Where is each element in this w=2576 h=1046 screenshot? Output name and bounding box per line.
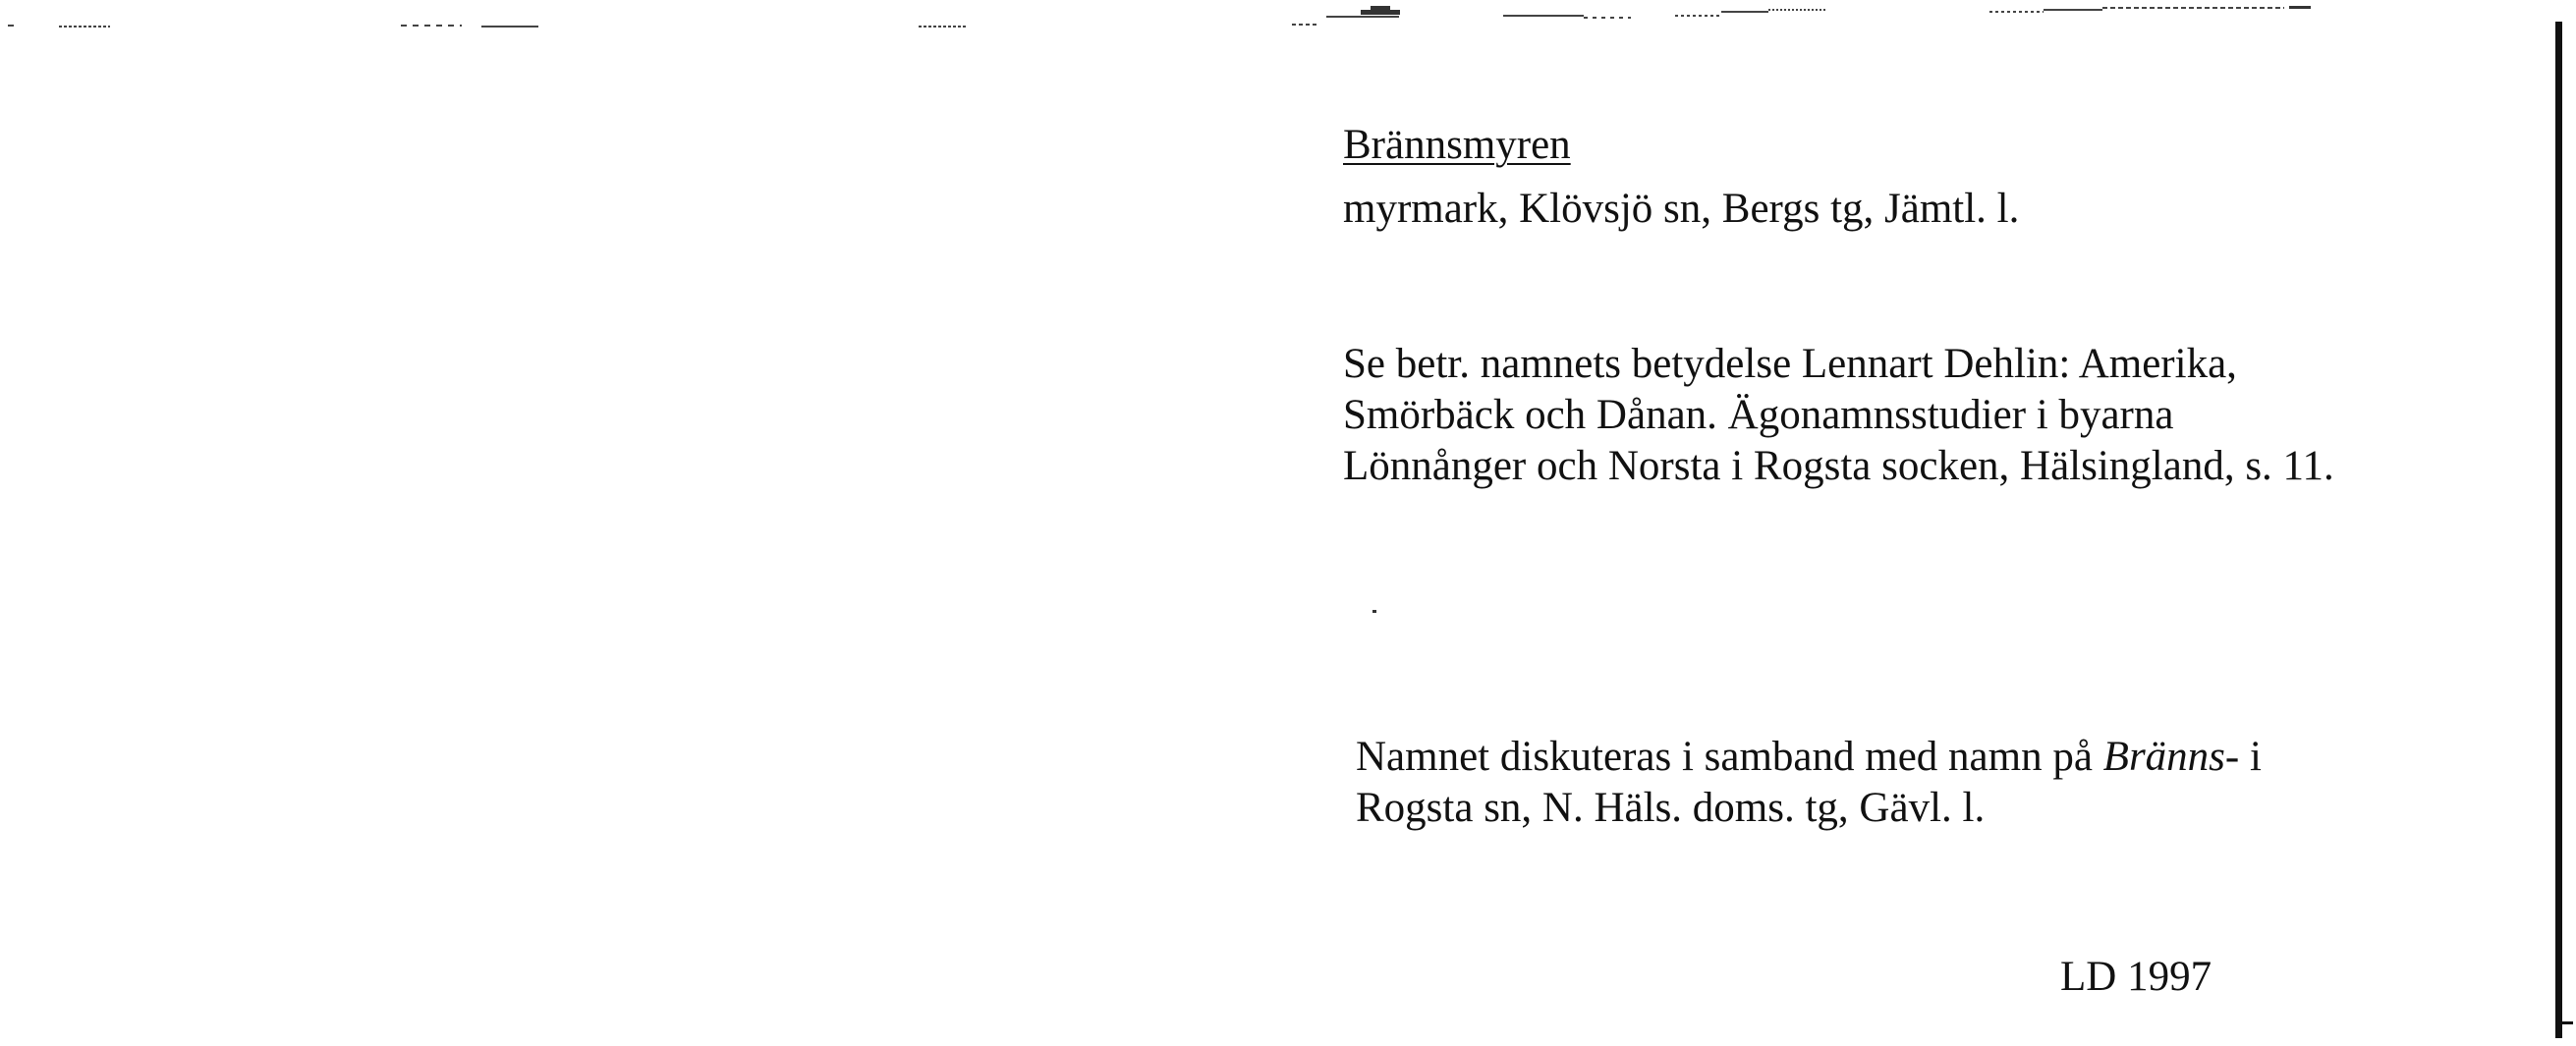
scan-edge-noise bbox=[0, 0, 2576, 39]
reference-line: Lönnånger och Norsta i Rogsta socken, Hälsingland, s. 11. bbox=[1343, 443, 2334, 489]
note-text: Namnet diskuteras i samband med namn på bbox=[1356, 734, 2103, 780]
note-line-1 bbox=[1356, 732, 2262, 783]
note-text: i bbox=[2239, 734, 2262, 780]
author-signature: LD 1997 bbox=[2060, 954, 2212, 1000]
note-paragraph bbox=[1356, 732, 2262, 834]
note-line-2: Rogsta sn, N. Häls. doms. tg, Gävl. l. bbox=[1356, 785, 1986, 831]
reference-paragraph bbox=[1343, 339, 2334, 492]
reference-line: Smörbäck och Dånan. Ägonamnsstudier i byarna bbox=[1343, 392, 2174, 438]
entry-location: myrmark, Klövsjö sn, Bergs tg, Jämtl. l. bbox=[1343, 186, 2020, 232]
stray-ink-mark bbox=[1372, 610, 1376, 613]
card-right-edge bbox=[2555, 22, 2562, 1038]
note-italic-term: Bränns- bbox=[2102, 734, 2240, 780]
card-edge-tick bbox=[2559, 1021, 2573, 1024]
entry-heading: Brännsmyren bbox=[1343, 122, 1571, 168]
reference-line: Se betr. namnets betydelse Lennart Dehlin: Amerika, bbox=[1343, 341, 2237, 387]
